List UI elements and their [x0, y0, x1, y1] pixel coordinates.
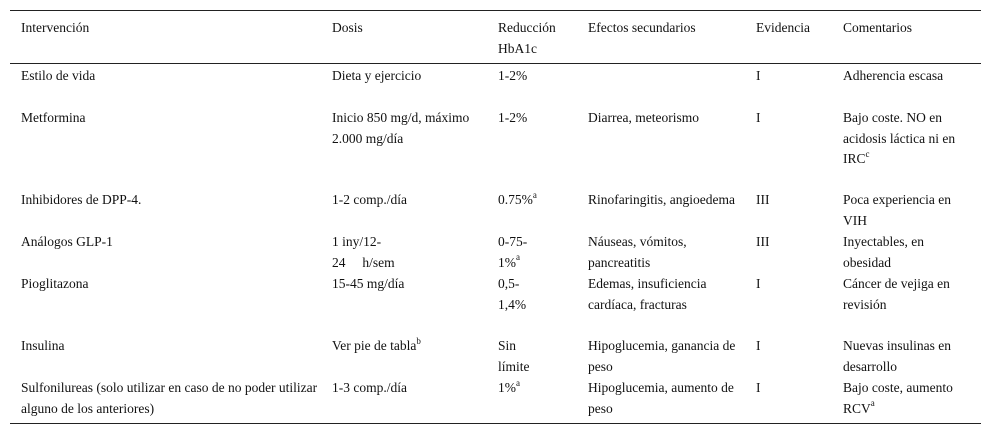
- cell-comments: Adherencia escasa: [843, 68, 944, 83]
- table-top-rule: [10, 10, 981, 11]
- cell-evidence: I: [756, 276, 761, 291]
- cell-evidence: III: [756, 234, 770, 249]
- cell-side-effects: Edemas, insuficiencia cardíaca, fracturas: [588, 276, 707, 312]
- cell-evidence: I: [756, 68, 761, 83]
- cell-intervention: Insulina: [21, 338, 65, 353]
- header-evidence: Evidencia: [756, 20, 810, 35]
- cell-comments: Inyectables, en obesidad: [843, 234, 924, 270]
- footnote-marker: b: [416, 335, 421, 346]
- cell-side-effects: Hipoglucemia, ganancia de peso: [588, 338, 736, 374]
- cell-side-effects: Diarrea, meteorismo: [588, 110, 699, 125]
- cell-intervention: Pioglitazona: [21, 276, 89, 291]
- footnote-marker: c: [865, 148, 870, 159]
- cell-side-effects: Náuseas, vómitos, pancreatitis: [588, 234, 687, 270]
- footnote-marker: a: [516, 252, 520, 262]
- cell-side-effects: Rinofaringitis, angioedema: [588, 192, 735, 207]
- header-dose: Dosis: [332, 20, 363, 35]
- cell-hba1c: 1-2%: [498, 110, 528, 125]
- cell-comments: Nuevas insulinas en desarrollo: [843, 338, 951, 374]
- header-intervention: Intervención: [21, 20, 90, 35]
- cell-hba1c: 1%$^a$: [498, 377, 520, 395]
- cell-comments: Cáncer de vejiga en revisión: [843, 276, 950, 312]
- cell-evidence: I: [756, 338, 761, 353]
- cell-dose: 1-2 comp./día: [332, 192, 407, 207]
- cell-hba1c: 0,5- 1,4%: [498, 276, 527, 312]
- cell-hba1c: 0.75%$^a$: [498, 189, 537, 207]
- cell-dose: Ver pie de tabla$^b$: [332, 335, 421, 353]
- cell-dose: 1-3 comp./día: [332, 380, 407, 395]
- cell-evidence: III: [756, 192, 770, 207]
- cell-comments: Bajo coste. NO en acidosis láctica ni en IRC$^c$: [843, 110, 956, 166]
- header-side-effects: Efectos secundarios: [588, 20, 696, 35]
- header-bottom-rule: [10, 63, 981, 64]
- cell-comments: Poca experiencia en VIH: [843, 192, 951, 228]
- cell-evidence: I: [756, 110, 761, 125]
- cell-dose: Inicio 850 mg/d, máximo 2.000 mg/día: [332, 110, 470, 146]
- cell-dose: 1 iny/12- 24 h/sem: [332, 234, 395, 270]
- cell-dose: Dieta y ejercicio: [332, 68, 422, 83]
- cell-comments: Bajo coste, aumento RCV$^a$: [843, 380, 953, 416]
- cell-dose: 15-45 mg/día: [332, 276, 405, 291]
- cell-hba1c: Sin límite: [498, 338, 530, 374]
- cell-evidence: I: [756, 380, 761, 395]
- cell-hba1c: 0-75- 1%$^a$: [498, 234, 528, 270]
- cell-intervention: Análogos GLP-1: [21, 234, 113, 249]
- cell-intervention: Estilo de vida: [21, 68, 96, 83]
- cell-intervention: Metformina: [21, 110, 86, 125]
- header-comments: Comentarios: [843, 20, 912, 35]
- footnote-marker: a: [532, 189, 537, 200]
- footnote-marker: a: [870, 398, 875, 408]
- cell-intervention: Sulfonilureas (solo utilizar en caso de no poder utilizar alguno de los anteriores): [21, 380, 318, 416]
- table-bottom-rule: [10, 423, 981, 424]
- cell-intervention: Inhibidores de DPP-4.: [21, 192, 142, 207]
- cell-side-effects: Hipoglucemia, aumento de peso: [588, 380, 734, 416]
- header-hba1c: Reducción HbA1c: [498, 20, 556, 56]
- cell-hba1c: 1-2%: [498, 68, 528, 83]
- footnote-marker: a: [516, 377, 520, 388]
